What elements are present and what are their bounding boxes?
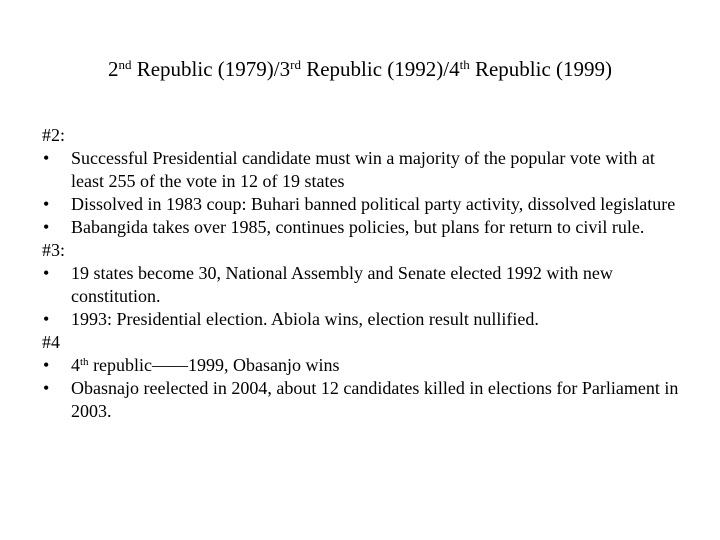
bullet-text: Babangida takes over 1985, continues policies, but plans for return to civil rule. [71, 217, 645, 237]
bullet-text: Dissolved in 1983 coup: Buhari banned political party activity, dissolved legislature [71, 194, 676, 214]
bullet-item [42, 377, 682, 423]
bullet-text-sup: th [80, 356, 89, 368]
title-part2-sup: rd [290, 57, 301, 72]
bullet-text: 19 states become 30, National Assembly and Senate elected 1992 with new constitution. [71, 263, 613, 306]
title-part1-sup: nd [118, 57, 132, 72]
title-part2-rest: Republic (1992)/4 [300, 57, 460, 81]
bullet-text-rest: republic——1999, Obasanjo wins [88, 355, 340, 375]
bullet-text-base: 4 [71, 355, 80, 375]
bullet-dot-icon: • [43, 355, 50, 375]
bullet-dot-icon: • [43, 148, 50, 168]
section-label-2: #2: [42, 125, 66, 145]
bullet-item [42, 216, 682, 239]
bullet-dot-icon: • [43, 194, 50, 214]
bullet-dot-icon: • [43, 263, 50, 283]
slide-title [0, 54, 720, 84]
bullet-item [42, 262, 682, 308]
section-label-3: #3: [42, 240, 66, 260]
bullet-item [42, 354, 682, 377]
bullet-text: Obasnajo reelected in 2004, about 12 candidates killed in elections for Parliament in 2003. [71, 378, 679, 421]
section-label-4: #4 [42, 332, 60, 352]
bullet-dot-icon: • [43, 378, 50, 398]
title-part3-rest: Republic (1999) [469, 57, 613, 81]
slide-body [42, 124, 682, 423]
bullet-item [42, 193, 682, 216]
bullet-item [42, 308, 682, 331]
bullet-dot-icon: • [43, 309, 50, 329]
bullet-item [42, 147, 682, 193]
title-part1-base: 2 [107, 57, 119, 81]
bullet-text: 1993: Presidential election. Abiola wins, election result nullified. [71, 309, 539, 329]
bullet-dot-icon: • [43, 217, 50, 237]
title-part1-rest: Republic (1979)/3 [131, 57, 291, 81]
title-part3-sup: th [459, 57, 470, 72]
bullet-text: Successful Presidential candidate must win a majority of the popular vote with at least 255 of the vote in 12 of 19 states [71, 148, 655, 191]
